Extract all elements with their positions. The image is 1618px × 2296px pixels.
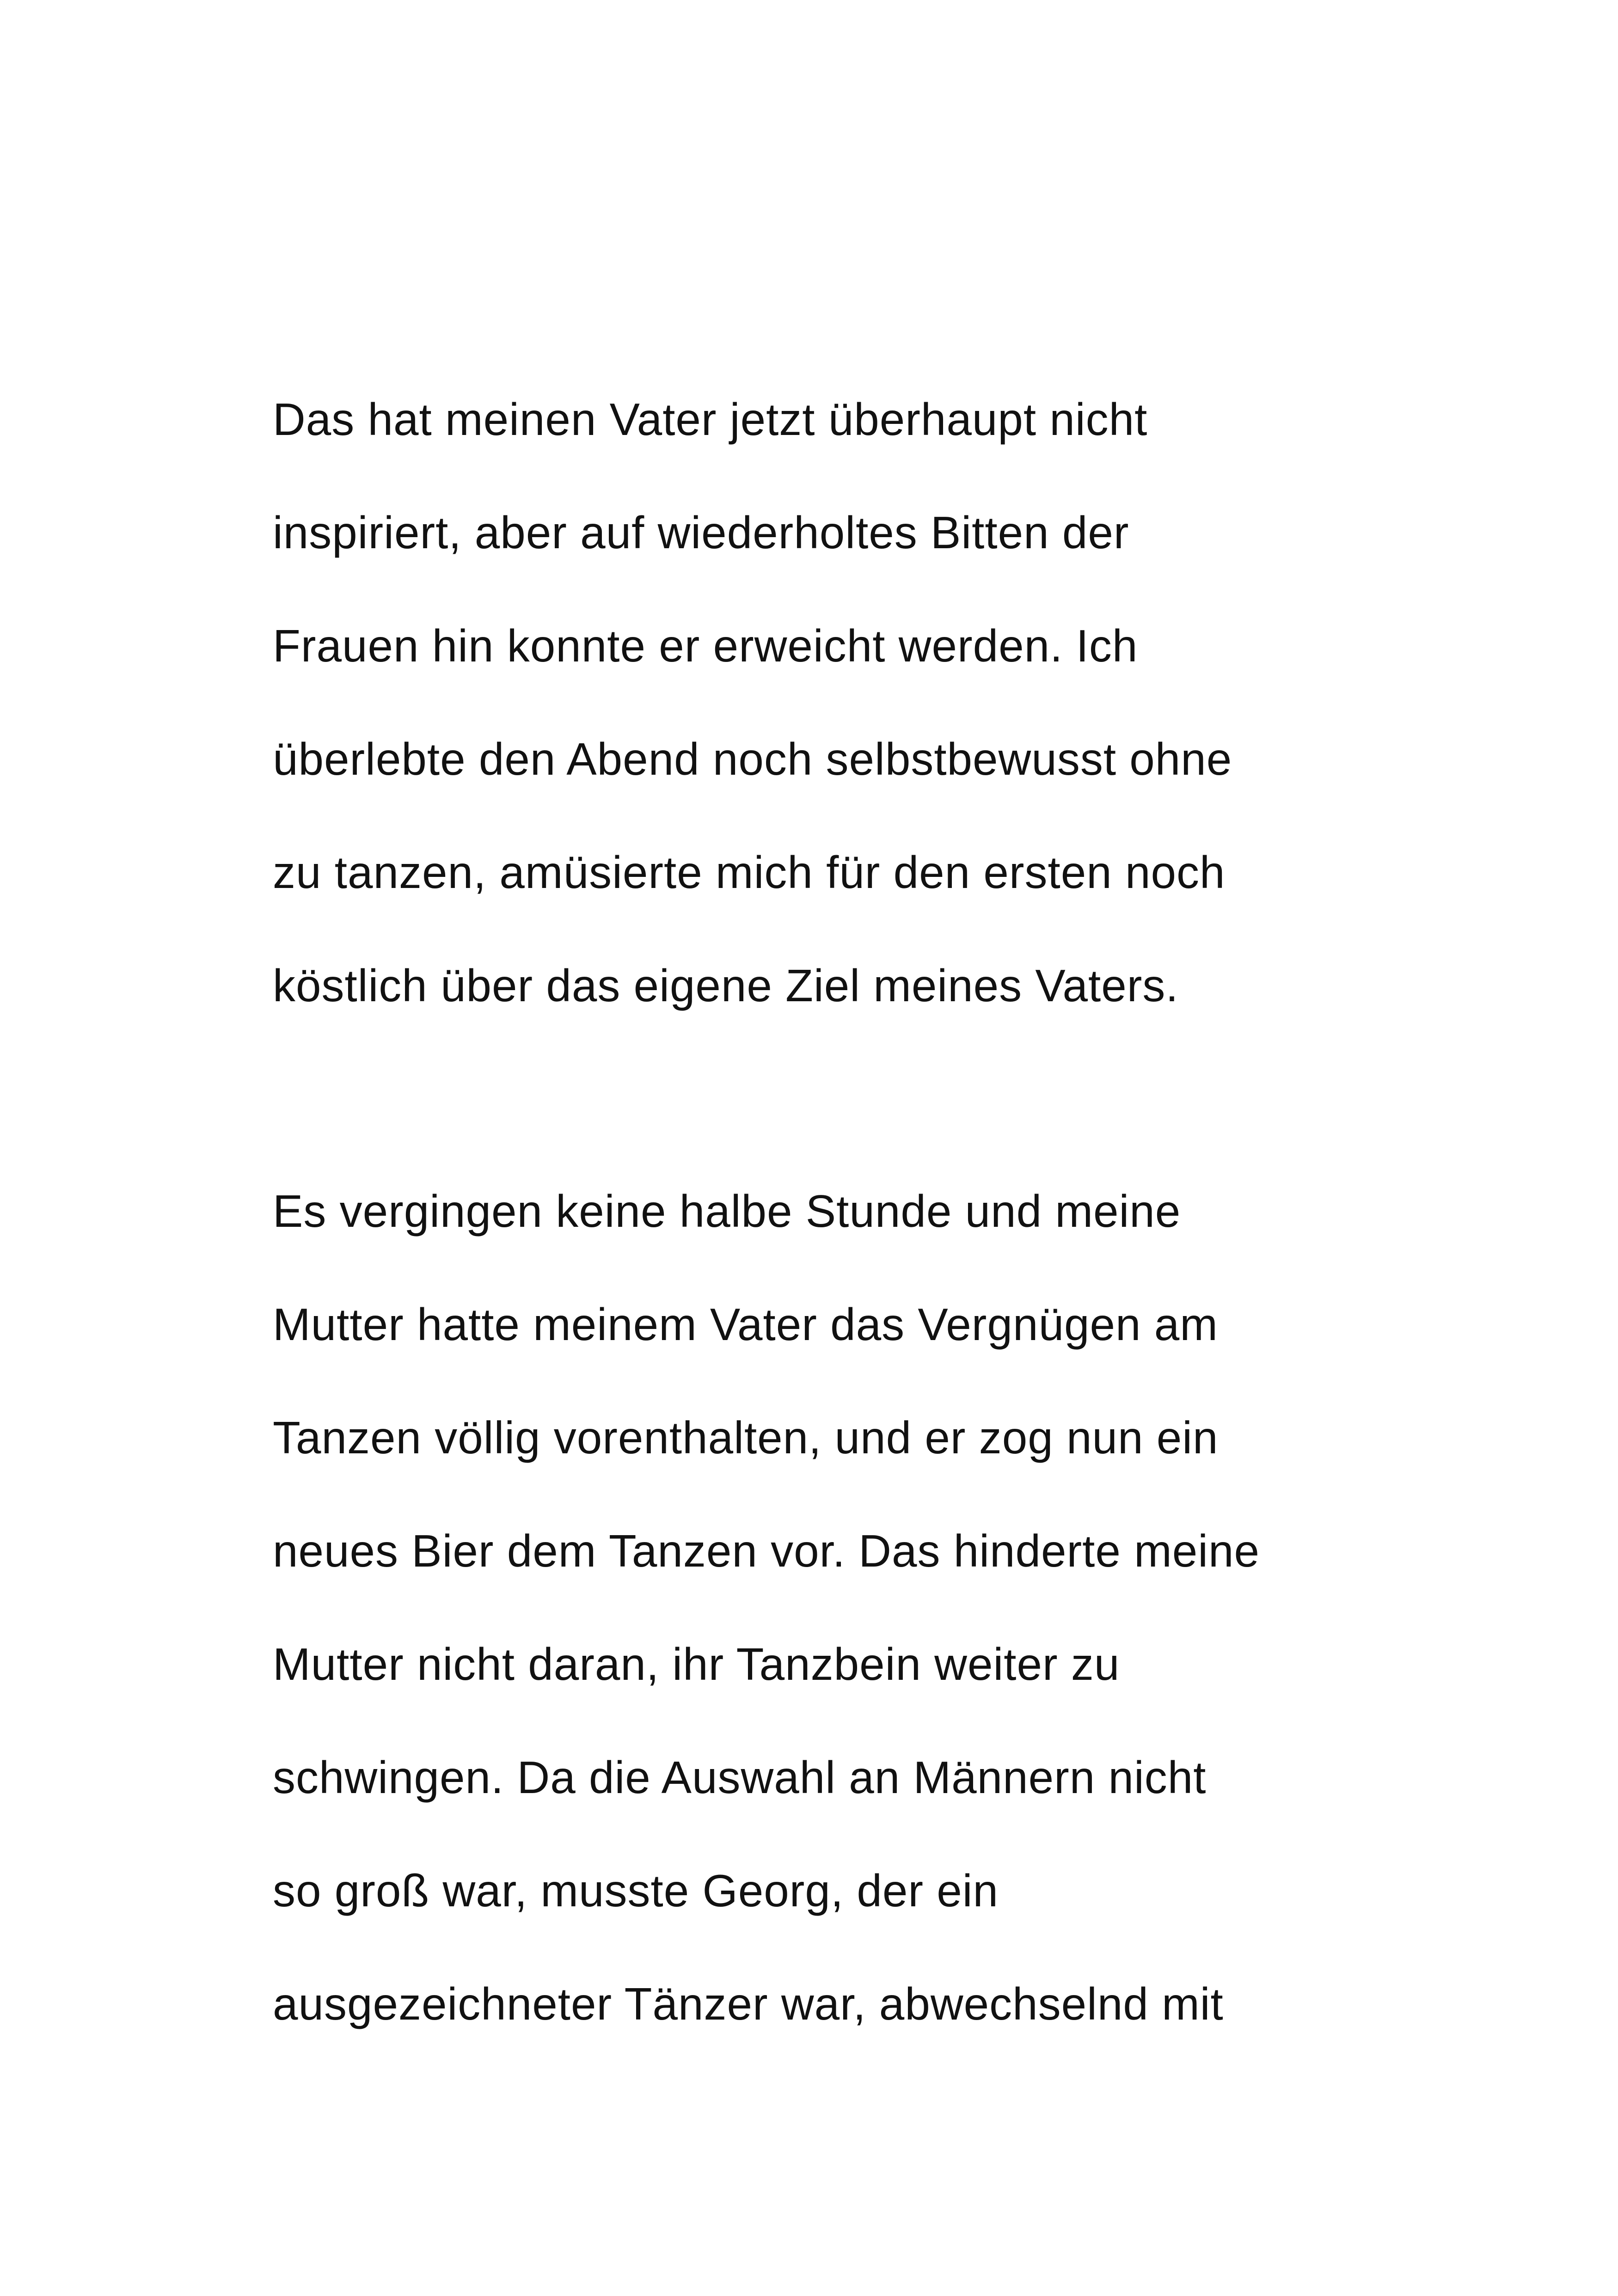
text-line: Es vergingen keine halbe Stunde und meine <box>273 1186 1181 1237</box>
text-line: ausgezeichneter Tänzer war, abwechselnd mit <box>273 1978 1224 2029</box>
text-line: Frauen hin konnte er erweicht werden. Ich <box>273 620 1138 671</box>
text-line: inspiriert, aber auf wiederholtes Bitten der <box>273 507 1129 558</box>
text-line: Mutter hatte meinem Vater das Vergnügen am <box>273 1299 1218 1350</box>
text-line: überlebte den Abend noch selbstbewusst ohne <box>273 734 1232 784</box>
text-line: Mutter nicht daran, ihr Tanzbein weiter zu <box>273 1639 1120 1690</box>
text-line: schwingen. Da die Auswahl an Männern nicht <box>273 1752 1207 1803</box>
text-line: so groß war, musste Georg, der ein <box>273 1865 999 1916</box>
text-line: Das hat meinen Vater jetzt überhaupt nicht <box>273 394 1148 445</box>
text-line: neues Bier dem Tanzen vor. Das hinderte meine <box>273 1525 1260 1576</box>
text-line: köstlich über das eigene Ziel meines Vaters. <box>273 960 1179 1011</box>
text-line: zu tanzen, amüsierte mich für den ersten noch <box>273 847 1226 898</box>
text-line: Tanzen völlig vorenthalten, und er zog nun ein <box>273 1412 1219 1463</box>
